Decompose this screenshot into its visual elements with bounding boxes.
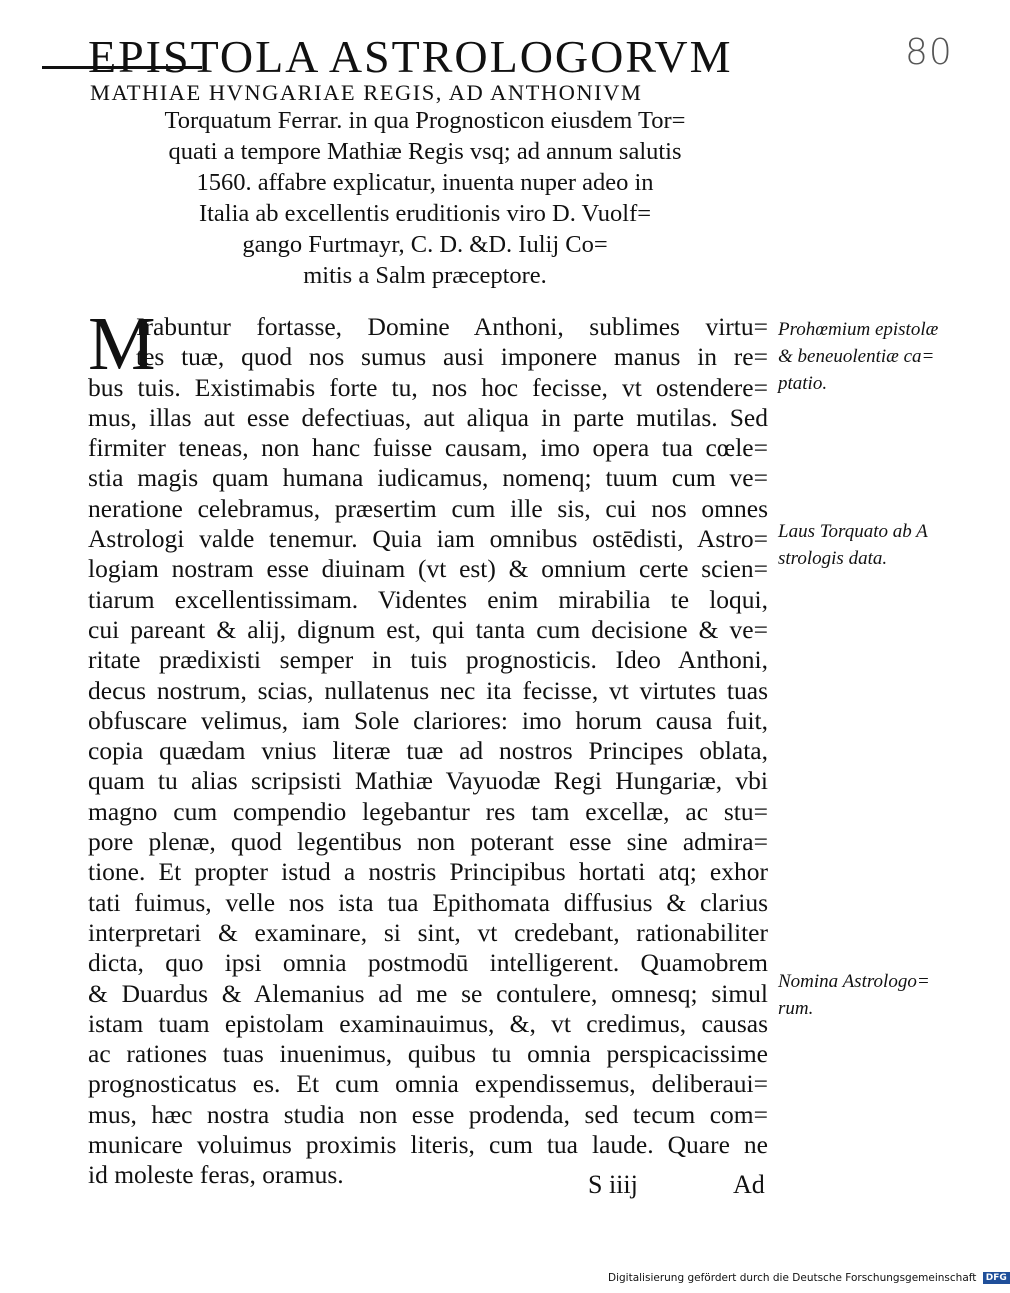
marginal-line: ptatio. xyxy=(778,373,828,394)
folio-number: 80 xyxy=(905,32,953,73)
body-line: copia quædam vnius literæ tuæ ad nostros Principes oblata, xyxy=(88,736,768,766)
title-line: gango Furtmayr, C. D. &D. Iulij Co= xyxy=(242,231,608,258)
body-line: mus, hæc nostra studia non esse prodenda, sed tecum com= xyxy=(88,1099,768,1129)
drop-cap: M xyxy=(88,302,156,386)
title-line: quati a tempore Mathiæ Regis vsq; ad annum salutis xyxy=(168,138,682,165)
body-line: tes tuæ, quod nos sumus ausi imponere manus in re= xyxy=(136,342,768,372)
title-line: 1560. affabre explicatur, inuenta nuper adeo in xyxy=(196,169,654,196)
body-line: mus, illas aut esse defectiuas, aut aliqua in parte mutilas. Sed xyxy=(88,402,768,432)
body-line: istam tuam epistolam examinauimus, &, vt credimus, causas xyxy=(88,1008,768,1038)
body-text xyxy=(88,312,768,1191)
title-line: Italia ab excellentis eruditionis viro D. Vuolf= xyxy=(198,200,652,227)
body-line: tiarum excellentissimam. Videntes enim mirabilia te loqui, xyxy=(88,584,768,614)
title-description xyxy=(80,105,770,291)
body-line: bus tuis. Existimabis forte tu, nos hoc fecisse, vt ostendere= xyxy=(88,372,768,402)
signature-mark: S iiij xyxy=(588,1170,638,1199)
body-line: tati fuimus, velle nos ista tua Epithomata diffusius & clarius xyxy=(88,887,768,917)
marginal-note xyxy=(778,316,988,397)
marginal-line: Nomina Astrologo= xyxy=(778,971,930,992)
body-line: Irabuntur fortasse, Domine Anthoni, sublimes virtu= xyxy=(136,312,768,341)
marginal-note xyxy=(778,968,988,1022)
body-line: pore plenæ, quod legentibus non poterant esse sine admira= xyxy=(88,827,768,857)
body-line: Astrologi valde tenemur. Quia iam omnibus ostēdisti, Astro= xyxy=(88,524,768,554)
marginal-note xyxy=(778,518,988,572)
body-line: stia magis quam humana iudicamus, nomenq; tuum cum ve= xyxy=(88,463,768,493)
marginal-line: strologis data. xyxy=(778,548,888,569)
title-main: EPISTOLA ASTROLOGORVM xyxy=(88,31,733,82)
body-line: firmiter teneas, non hanc fuisse causam, imo opera tua cœle= xyxy=(88,433,768,463)
catchword: Ad xyxy=(733,1170,765,1199)
title-line: Torquatum Ferrar. in qua Prognosticon eiusdem Tor= xyxy=(164,107,686,134)
body-line: logiam nostram esse diuinam (vt est) & omnium certe scien= xyxy=(88,554,768,584)
body-line: quam tu alias scripsisti Mathiæ Vayuodæ Regi Hungariæ, vbi xyxy=(88,766,768,796)
body-line: neratione celebramus, præsertim cum ille sis, cui nos omnes xyxy=(88,493,768,523)
body-line: prognosticatus es. Et cum omnia expendissemus, deliberaui= xyxy=(88,1069,768,1099)
marginal-line: Laus Torquato ab A xyxy=(778,521,928,542)
body-line: obfuscare velimus, iam Sole clariores: imo horum causa fuit, xyxy=(88,705,768,735)
title-line: mitis a Salm præceptore. xyxy=(303,262,547,289)
body-line: dicta, quo ipsi omnia postmodū intelligerent. Quamobrem xyxy=(88,948,768,978)
body-line: & Duardus & Alemanius ad me se contulere, omnesq; simul xyxy=(88,978,768,1008)
dfg-logo-icon: DFG xyxy=(983,1272,1010,1284)
footer-text: Digitalisierung gefördert durch die Deutsche Forschungsgemeinschaft xyxy=(608,1272,977,1284)
marginal-line: rum. xyxy=(778,998,814,1019)
body-line: magno cum compendio legebantur res tam excellæ, ac stu= xyxy=(88,796,768,826)
body-line: cui pareant & alij, dignum est, qui tanta cum decisione & ve= xyxy=(88,614,768,644)
body-line: decus nostrum, scias, nullatenus nec ita fecisse, vt virtutes tuas xyxy=(88,675,768,705)
digitization-footer xyxy=(608,1272,1010,1284)
body-line: ritate prædixisti semper in tuis prognosticis. Ideo Anthoni, xyxy=(88,645,768,675)
title-subtitle: MATHIAE HVNGARIAE REGIS, AD ANTHONIVM xyxy=(90,80,643,105)
body-line: id moleste feras, oramus. xyxy=(88,1160,344,1190)
body-line: interpretari & examinare, si sint, vt credebant, rationabiliter xyxy=(88,917,768,947)
body-line: municare voluimus proximis literis, cum tua laude. Quare ne xyxy=(88,1130,768,1160)
body-line: tione. Et propter istud a nostris Principibus hortati atq; exhor xyxy=(88,857,768,887)
marginal-line: Prohœmium epistolæ xyxy=(778,319,939,340)
body-line: ac rationes tuas inuenimus, quibus tu omnia perspicacissime xyxy=(88,1039,768,1069)
marginal-line: & beneuolentiæ ca= xyxy=(778,346,935,367)
